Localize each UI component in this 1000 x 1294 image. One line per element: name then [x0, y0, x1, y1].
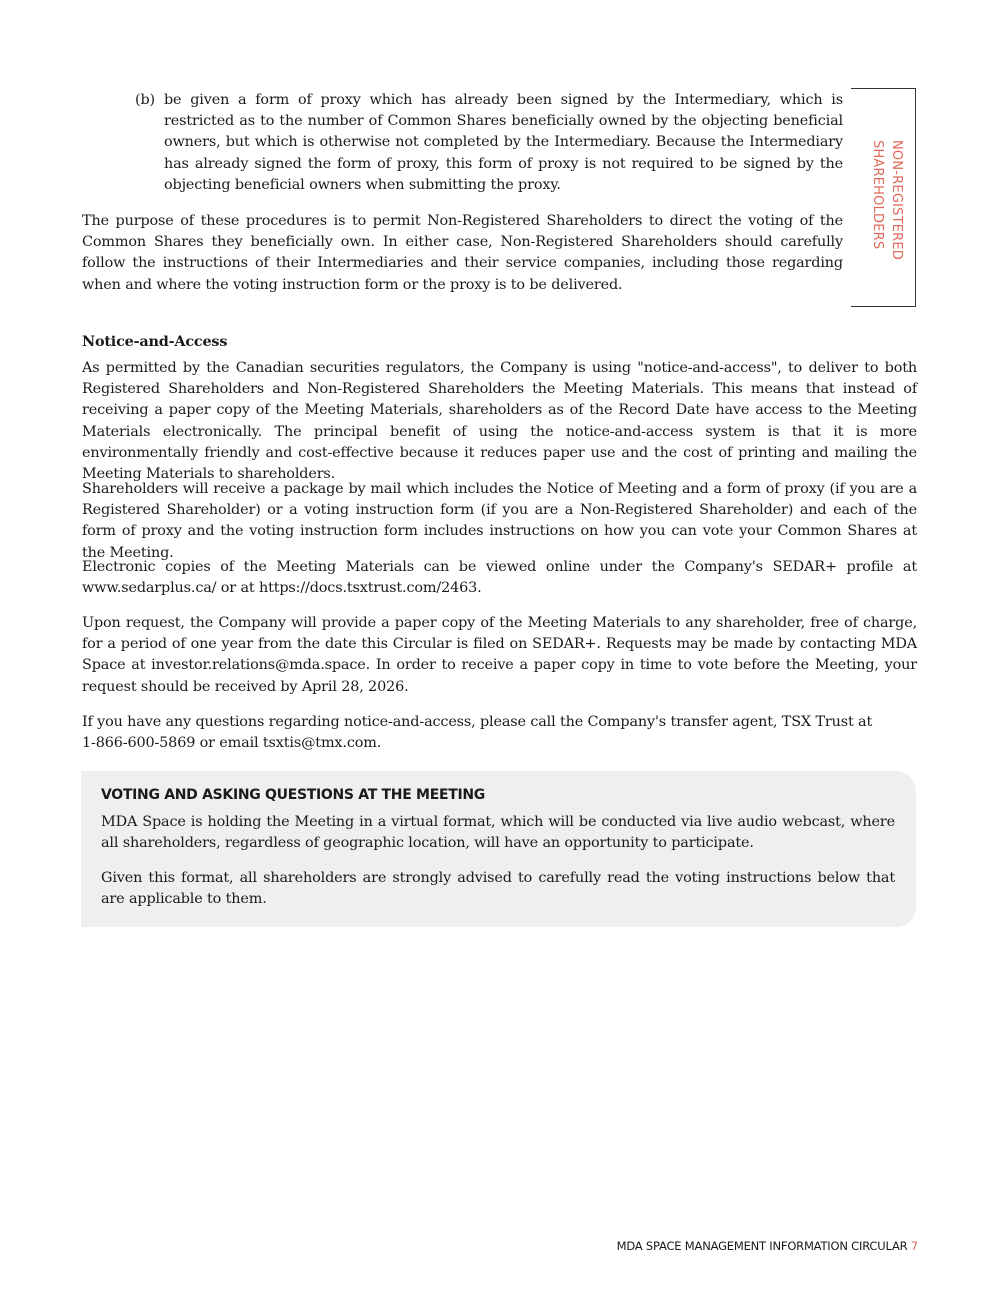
notice-paragraph-2: Shareholders will receive a package by mail which includes the Notice of Meeting and a form of proxy (if you are a Registered Shareholder) or a voting instruction form (if you are a Non-Registered Shareholder) and each of the form of proxy and the voting instruction form includes instructions on how you can vote your Common Shares at the Meeting.	[82, 481, 917, 561]
page-number: 7	[910, 1239, 918, 1253]
list-item-label: (b)	[135, 92, 155, 108]
purpose-paragraph: The purpose of these procedures is to permit Non-Registered Shareholders to direct the voting of the Common Shares they beneficially own. In either case, Non-Registered Shareholders should carefully follow the instructions of their Intermediaries and their service companies, including those regarding when and where the voting instruction form or the proxy is to be delivered.	[82, 213, 843, 293]
side-tab-line1: NON-REGISTERED	[889, 140, 904, 260]
notice-paragraph-4: Upon request, the Company will provide a paper copy of the Meeting Materials to any shareholder, free of charge, for a period of one year from the date this Circular is filed on SEDAR+. Requests may be made by contacting MDA Space at investor.relations@mda.space. In order to receive a paper copy in time to vote before the Meeting, your request should be received by April 28, 2026.	[82, 615, 917, 695]
notice-paragraph-3: Electronic copies of the Meeting Materials can be viewed online under the Company's SEDAR+ profile at www.sedarplus.ca/ or at https://docs.tsxtrust.com/2463.	[82, 559, 917, 597]
page-footer	[612, 1238, 918, 1254]
notice-paragraph-5	[82, 712, 917, 754]
voting-callout-paragraph-2: Given this format, all shareholders are strongly advised to carefully read the voting instructions below that are applicable to them.	[101, 870, 895, 908]
footer-title: MDA SPACE MANAGEMENT INFORMATION CIRCULAR	[616, 1239, 908, 1253]
side-tab-label	[866, 140, 906, 260]
notice-paragraph-5-line2: 1-866-600-5869 or email tsxtis@tmx.com.	[82, 735, 382, 752]
notice-paragraph-1: As permitted by the Canadian securities regulators, the Company is using "notice-and-access", to deliver to both Registered Shareholders and Non-Registered Shareholders the Meeting Materials. This means that instead of receiving a paper copy of the Meeting Materials, shareholders as of the Record Date have access to the Meeting Materials electronically. The principal benefit of using the notice-and-access system is that it is more environmentally friendly and cost-effective because it reduces paper use and the cost of printing and mailing the Meeting Materials to shareholders.	[82, 360, 917, 483]
voting-callout-paragraph-1: MDA Space is holding the Meeting in a virtual format, which will be conducted via live audio webcast, where all shareholders, regardless of geographic location, will have an opportunity to participate.	[101, 814, 895, 852]
voting-callout-title: VOTING AND ASKING QUESTIONS AT THE MEETING	[101, 787, 485, 803]
notice-and-access-heading: Notice-and-Access	[82, 333, 228, 350]
list-item-text: be given a form of proxy which has already been signed by the Intermediary, which is restricted as to the number of Common Shares beneficially owned by the objecting beneficial owners, but which is otherwise not completed by the Intermediary. Because the Intermediary has already signed the form of proxy, this form of proxy is not required to be signed by the objecting beneficial owners when submitting the proxy.	[164, 92, 843, 193]
notice-paragraph-5-line1: If you have any questions regarding notice-and-access, please call the Company's transfer agent, TSX Trust at	[82, 714, 873, 730]
side-tab-line2: SHAREHOLDERS	[870, 140, 885, 250]
